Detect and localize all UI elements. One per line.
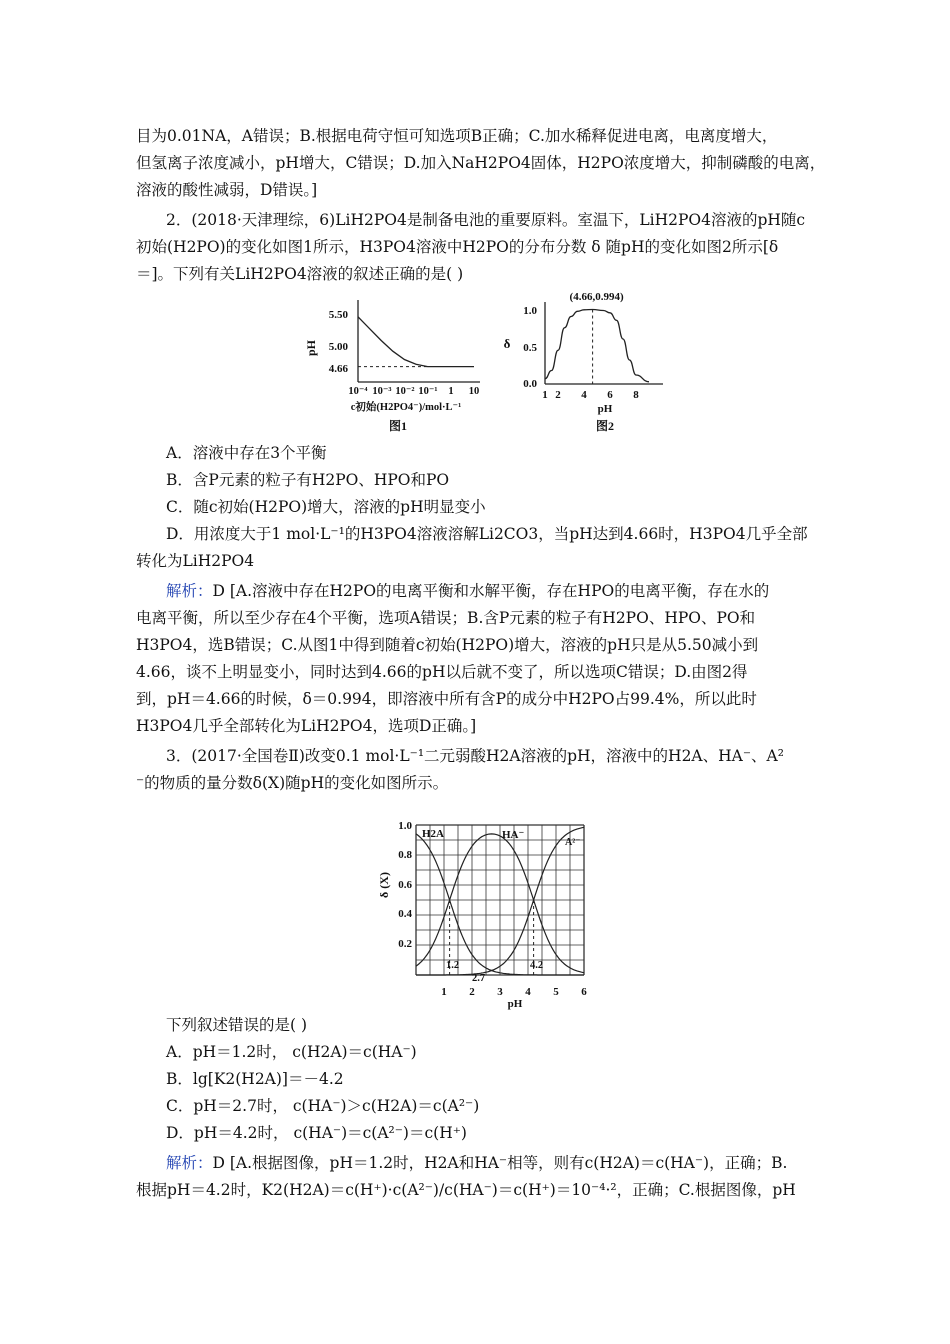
text-line bbox=[166, 1153, 787, 1173]
fig1-xtick-4: 10⁻¹ bbox=[418, 386, 438, 397]
fig3-ylabel: δ (X) bbox=[377, 872, 391, 898]
text-line bbox=[166, 1069, 344, 1089]
fig2-xtick-4: 6 bbox=[607, 389, 613, 401]
line-text: D．用浓度大于1 mol·L⁻¹的H3PO4溶液溶解Li2CO3，当pH达到4.66时，H3PO4几乎全部 bbox=[166, 525, 808, 543]
fig1-caption: 图1 bbox=[388, 419, 408, 433]
text-line bbox=[136, 773, 448, 793]
text-line bbox=[136, 237, 778, 257]
line-text: D [A.溶液中存在H2PO的电离平衡和水解平衡，存在HPO的电离平衡，存在水的 bbox=[212, 582, 770, 600]
fig3-xlabel: pH bbox=[507, 998, 523, 1010]
line-text: 3．(2017·全国卷Ⅱ)改变0.1 mol·L⁻¹二元弱酸H2A溶液的pH，溶液中的H2A、HA⁻、A² bbox=[166, 747, 784, 765]
fig1-xtick-2: 10⁻³ bbox=[372, 386, 392, 397]
line-text: B．lg[K2(H2A)]＝－4.2 bbox=[166, 1070, 344, 1088]
text-line bbox=[136, 126, 777, 146]
line-text: ⁻的物质的量分数δ(X)随pH的变化如图所示。 bbox=[136, 774, 449, 792]
text-line bbox=[136, 689, 757, 709]
line-text: A．溶液中存在3个平衡 bbox=[166, 444, 327, 462]
text-line bbox=[166, 1015, 307, 1035]
text-line bbox=[166, 524, 808, 544]
line-text: 但氢离子浓度减小，pH增大，C错误；D.加入NaH2PO4固体，H2PO浓度增大，抑制磷酸的电离， bbox=[136, 154, 826, 172]
fig3-xtick-5: 5 bbox=[553, 986, 559, 998]
fig1-ytick-2: 5.00 bbox=[328, 341, 348, 353]
line-text: D [A.根据图像，pH＝1.2时，H2A和HA⁻相等，则有c(H2A)＝c(HA⁻)，正确；B. bbox=[212, 1154, 788, 1172]
line-text: 下列叙述错误的是( ) bbox=[166, 1016, 308, 1034]
fig3-ytick-1: 1.0 bbox=[398, 820, 412, 832]
fig1-ph-curve bbox=[358, 317, 474, 367]
line-text: A．pH＝1.2时， c(H2A)＝c(HA⁻) bbox=[166, 1043, 417, 1061]
figure-2-chart bbox=[495, 292, 670, 442]
line-text: ＝]。下列有关LiH2PO4溶液的叙述正确的是( ) bbox=[136, 265, 464, 283]
line-text: 到，pH＝4.66的时候，δ＝0.994，即溶液中所有含P的成分中H2PO占99.4%，所以此时 bbox=[136, 690, 757, 708]
line-text: H3PO4，选B错误；C.从图1中得到随着c初始(H2PO)增大，溶液的pH只是从5.50减小到 bbox=[136, 636, 759, 654]
text-line bbox=[166, 497, 486, 517]
text-line bbox=[136, 1180, 796, 1200]
fig3-dashed-guides bbox=[450, 900, 534, 975]
fig2-peak-annotation: (4.66,0.994) bbox=[569, 292, 624, 303]
fig3-ytick-2: 0.8 bbox=[398, 849, 412, 861]
line-text: C．pH＝2.7时， c(HA⁻)＞c(H2A)＝c(A²⁻) bbox=[166, 1097, 480, 1115]
text-line bbox=[166, 581, 769, 601]
fig3-grid bbox=[416, 825, 584, 975]
fig1-ytick-1: 5.50 bbox=[328, 309, 348, 321]
text-line bbox=[166, 443, 327, 463]
fig2-xtick-2: 2 bbox=[555, 389, 561, 401]
text-line bbox=[136, 264, 463, 284]
line-text: 目为0.01NA，A错误；B.根据电荷守恒可知选项B正确；C.加水稀释促进电离，电离度增大， bbox=[136, 127, 778, 145]
analysis-label: 解析： bbox=[166, 1154, 213, 1172]
line-text: B．含P元素的粒子有H2PO、HPO和PO bbox=[166, 471, 450, 489]
text-line bbox=[136, 180, 317, 200]
fig1-xtick-6: 10 bbox=[468, 386, 480, 397]
fig3-xtick-1: 1 bbox=[441, 986, 447, 998]
fig2-ytick-1: 1.0 bbox=[523, 305, 537, 317]
fig3-ytick-4: 0.4 bbox=[398, 908, 412, 920]
fig1-ytick-3: 4.66 bbox=[328, 363, 348, 375]
analysis-label: 解析： bbox=[166, 582, 213, 600]
line-text: 4.66，谈不上明显变小，同时达到4.66的pH以后就不变了，所以选项C错误；D.由图2得 bbox=[136, 663, 748, 681]
fig1-xtick-5: 1 bbox=[448, 386, 454, 397]
line-text: H3PO4几乎全部转化为LiH2PO4，选项D正确。] bbox=[136, 717, 477, 735]
text-line bbox=[166, 1042, 417, 1062]
figure-1-chart bbox=[298, 296, 498, 446]
fig2-delta-curve bbox=[545, 310, 649, 382]
fig3-ytick-3: 0.6 bbox=[398, 879, 412, 891]
fig1-xtick-1: 10⁻⁴ bbox=[348, 386, 368, 397]
fig3-label-h2a: H2A bbox=[422, 828, 444, 840]
fig2-xtick-5: 8 bbox=[633, 389, 639, 401]
line-text: 根据pH＝4.2时，K2(H2A)＝c(H⁺)·c(A²⁻)/c(HA⁻)＝c(H⁺)＝10⁻⁴·²，正确；C.根据图像，pH bbox=[136, 1181, 796, 1199]
fig2-xlabel: pH bbox=[597, 403, 613, 415]
text-line bbox=[136, 635, 758, 655]
fig2-xtick-3: 4 bbox=[581, 389, 587, 401]
text-line bbox=[166, 746, 784, 766]
fig3-xtick-2: 2 bbox=[469, 986, 475, 998]
fig3-label-a2: A²⁻ bbox=[565, 837, 581, 848]
text-line bbox=[166, 1096, 479, 1116]
text-line bbox=[136, 608, 755, 628]
fig3-ytick-5: 0.2 bbox=[398, 938, 412, 950]
text-line bbox=[166, 470, 449, 490]
line-text: D．pH＝4.2时， c(HA⁻)＝c(A²⁻)＝c(H⁺) bbox=[166, 1124, 467, 1142]
line-text: 溶液的酸性减弱，D错误。] bbox=[136, 181, 318, 199]
line-text: C．随c初始(H2PO)增大，溶液的pH明显变小 bbox=[166, 498, 486, 516]
fig2-ytick-2: 0.5 bbox=[523, 342, 537, 354]
text-line bbox=[136, 551, 254, 571]
fig2-caption: 图2 bbox=[595, 419, 615, 433]
text-line bbox=[136, 662, 748, 682]
text-line bbox=[166, 210, 805, 230]
line-text: 2．(2018·天津理综，6)LiH2PO4是制备电池的重要原料。室温下，LiH2PO4溶液的pH随c bbox=[166, 211, 806, 229]
fig2-xtick-1: 1 bbox=[542, 389, 548, 401]
fig1-xtick-3: 10⁻² bbox=[395, 386, 415, 397]
fig2-ytick-3: 0.0 bbox=[523, 378, 537, 390]
text-line bbox=[136, 716, 476, 736]
fig3-xtick-4: 4 bbox=[525, 986, 531, 998]
line-text: 转化为LiH2PO4 bbox=[136, 552, 255, 570]
fig3-xtick-3: 3 bbox=[497, 986, 503, 998]
fig1-xlabel: c初始(H2PO4⁻)/mol·L⁻¹ bbox=[350, 402, 462, 413]
fig3-xtick-6: 6 bbox=[581, 986, 587, 998]
text-line bbox=[136, 153, 825, 173]
fig1-ylabel: pH bbox=[304, 339, 318, 357]
fig3-mark-1: 1.2 bbox=[446, 960, 460, 971]
line-text: 电离平衡，所以至少存在4个平衡，选项A错误；B.含P元素的粒子有H2PO、HPO、PO和 bbox=[136, 609, 756, 627]
line-text: 初始(H2PO)的变化如图1所示，H3PO4溶液中H2PO的分布分数 δ 随pH的变化如图2所示[δ bbox=[136, 238, 779, 256]
fig2-ylabel: δ bbox=[503, 336, 511, 351]
text-line bbox=[166, 1123, 467, 1143]
fig3-mark-3: 4.2 bbox=[530, 960, 544, 971]
fig3-mark-2: 2.7 bbox=[472, 973, 486, 984]
figure-3-chart bbox=[372, 805, 612, 1010]
fig3-label-ha: HA⁻ bbox=[502, 829, 525, 841]
